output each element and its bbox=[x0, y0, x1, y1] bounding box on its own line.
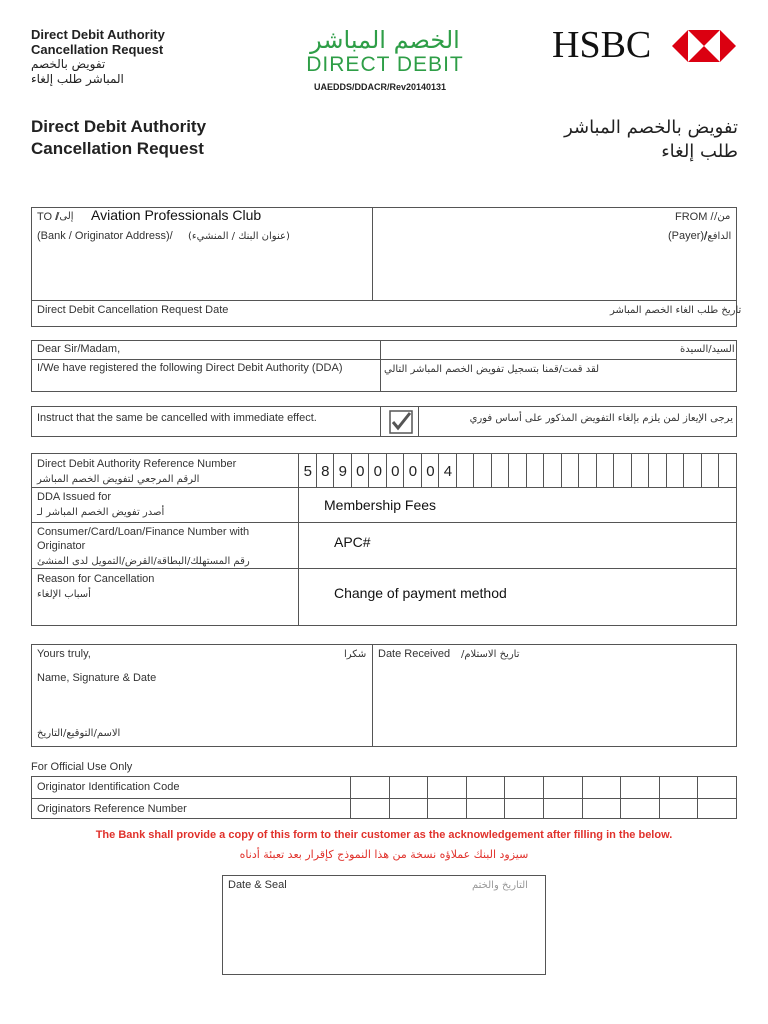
ref-digit: 0 bbox=[391, 463, 400, 480]
date-received-label-ar: تاريخ الاستلام/ bbox=[461, 649, 520, 660]
official-code-cell[interactable] bbox=[504, 777, 544, 818]
originator-ref-label: Originators Reference Number bbox=[37, 803, 187, 815]
header-title-en bbox=[31, 27, 165, 57]
ref-digit-cell[interactable] bbox=[351, 453, 370, 487]
ref-digit-cell[interactable] bbox=[491, 453, 510, 487]
bank-notice-ar: سيزود البنك عملاؤه نسخة من هذا النموذج كإقرار بعد تعبئة أدناه bbox=[239, 848, 529, 861]
registered-label-ar: لقد قمت/قمنا بتسجيل تفويض الخصم المباشر التالي bbox=[384, 364, 600, 375]
official-code-cell[interactable] bbox=[620, 777, 660, 818]
consumer-number-label-line2: Originator bbox=[37, 540, 86, 552]
official-use-heading: For Official Use Only bbox=[31, 761, 133, 773]
header-title-ar-line2: المباشر طلب إلغاء bbox=[31, 72, 124, 86]
ref-digit-cell[interactable] bbox=[316, 453, 335, 487]
official-code-cell[interactable] bbox=[350, 777, 390, 818]
header-title-en-line2: Cancellation Request bbox=[31, 42, 164, 57]
ref-digit: 0 bbox=[426, 463, 435, 480]
to-label: TO / bbox=[37, 211, 59, 223]
instruct-label-ar: يرجى الإيعاز لمن يلزم بإلغاء التفويض المذكور على أساس فوري bbox=[469, 413, 733, 424]
ref-digit-cell[interactable] bbox=[438, 453, 457, 487]
ref-digit: 4 bbox=[443, 463, 453, 480]
hsbc-hexagon-icon bbox=[672, 30, 736, 62]
ref-digit: 0 bbox=[356, 463, 365, 480]
reason-label: Reason for Cancellation bbox=[37, 573, 155, 585]
form-code: UAEDDS/DDACR/Rev20140131 bbox=[314, 82, 447, 92]
ref-digit-cell[interactable] bbox=[508, 453, 527, 487]
main-title-ar-line2: طلب إلغاء bbox=[661, 141, 738, 162]
header-title-ar-line1: تفويض بالخصم bbox=[31, 57, 106, 71]
to-label-ar: إلى/ bbox=[56, 211, 74, 222]
instruct-label: Instruct that the same be cancelled with immediate effect. bbox=[37, 412, 317, 424]
ref-number-boxes[interactable] bbox=[298, 453, 736, 487]
official-code-cell[interactable] bbox=[466, 777, 506, 818]
dear-label-ar: السيد/السيدة bbox=[680, 344, 735, 355]
ref-digit-cell[interactable] bbox=[613, 453, 632, 487]
ref-digit: 5 bbox=[303, 463, 312, 480]
from-label-ar: من/ bbox=[714, 211, 731, 222]
date-seal-label: Date & Seal bbox=[228, 879, 287, 891]
ref-number-label: Direct Debit Authority Reference Number bbox=[37, 458, 237, 470]
direct-debit-logo bbox=[300, 26, 470, 76]
signature-field[interactable] bbox=[33, 690, 370, 724]
checkmark-icon bbox=[389, 410, 413, 434]
ref-digit: 0 bbox=[408, 463, 418, 480]
issued-for-label: DDA Issued for bbox=[37, 491, 111, 503]
name-signature-label: Name, Signature & Date bbox=[37, 672, 157, 684]
ref-digit-cell[interactable] bbox=[456, 453, 475, 487]
ref-digit-cell[interactable] bbox=[386, 453, 405, 487]
date-seal-label-ar: التاريخ والختم bbox=[472, 880, 528, 891]
bank-address-field[interactable] bbox=[33, 245, 370, 297]
main-title-ar bbox=[470, 116, 738, 164]
dear-label: Dear Sir/Madam, bbox=[37, 343, 121, 355]
ref-digit-cell[interactable] bbox=[333, 453, 352, 487]
official-code-cell[interactable] bbox=[582, 777, 622, 818]
date-received-field[interactable] bbox=[374, 664, 734, 744]
payer-label-ar: الدافع/ bbox=[704, 231, 732, 242]
ref-digit-cell[interactable] bbox=[543, 453, 562, 487]
ref-digit-cell[interactable] bbox=[421, 453, 440, 487]
consumer-number-label-line1: Consumer/Card/Loan/Finance Number with bbox=[37, 526, 250, 538]
reason-value-field[interactable]: Change of payment method bbox=[334, 585, 507, 601]
to-value-field[interactable]: Aviation Professionals Club bbox=[91, 207, 262, 223]
official-code-cell[interactable] bbox=[389, 777, 429, 818]
main-title-ar-line1: تفويض بالخصم المباشر bbox=[564, 117, 738, 138]
ref-digit-cell[interactable] bbox=[561, 453, 580, 487]
ref-digit-cell[interactable] bbox=[596, 453, 615, 487]
consumer-number-value-field[interactable]: APC# bbox=[334, 534, 371, 550]
ref-digit-cell[interactable] bbox=[648, 453, 667, 487]
ref-digit: 8 bbox=[321, 463, 330, 480]
cancellation-date-label-ar: تاريخ طلب الغاء الخصم المباشر bbox=[610, 305, 742, 316]
yours-truly-label: Yours truly, bbox=[37, 648, 91, 660]
official-code-cell[interactable] bbox=[427, 777, 467, 818]
originator-id-label: Originator Identification Code bbox=[37, 781, 180, 793]
yours-truly-label-ar: شكرا bbox=[344, 649, 367, 660]
consumer-number-label-ar: رقم المستهلك/البطاقة/القرض/التمويل لدى المنشئ bbox=[37, 556, 250, 567]
date-received-label: Date Received bbox=[378, 648, 451, 660]
main-title-en-line1: Direct Debit Authority bbox=[31, 117, 207, 136]
ref-digit-cell[interactable] bbox=[368, 453, 387, 487]
official-code-cell[interactable] bbox=[659, 777, 699, 818]
ref-digit-cell[interactable] bbox=[666, 453, 685, 487]
hsbc-wordmark: HSBC bbox=[552, 24, 652, 66]
ref-digit: 9 bbox=[338, 463, 347, 480]
header-title-ar bbox=[31, 57, 151, 87]
ref-digit-cell[interactable] bbox=[403, 453, 422, 487]
issued-for-label-ar: أصدر تفويض الخصم المباشر لـ bbox=[37, 507, 165, 518]
ref-digit-cell[interactable] bbox=[526, 453, 545, 487]
ref-digit: 0 bbox=[373, 463, 382, 480]
bank-notice-en: The Bank shall provide a copy of this form to their customer as the acknowledgement after filling in the below. bbox=[95, 829, 673, 841]
ref-digit-cell[interactable] bbox=[718, 453, 737, 487]
ref-digit-cell[interactable] bbox=[701, 453, 720, 487]
bank-address-label-ar: (عنوان البنك / المنشيء) bbox=[188, 231, 290, 242]
direct-debit-logo-en: DIRECT DEBIT bbox=[306, 53, 464, 76]
name-signature-label-ar: الاسم/التوقيع/التاريخ bbox=[37, 728, 121, 739]
official-code-cell[interactable] bbox=[543, 777, 583, 818]
main-title-en bbox=[31, 116, 206, 160]
ref-digit-cell[interactable] bbox=[473, 453, 492, 487]
instruct-checkbox[interactable] bbox=[389, 410, 413, 434]
main-title-en-line2: Cancellation Request bbox=[31, 139, 204, 158]
official-code-cell[interactable] bbox=[697, 777, 737, 818]
reason-label-ar: أسباب الإلغاء bbox=[37, 589, 91, 600]
registered-label: I/We have registered the following Direct Debit Authority (DDA) bbox=[37, 362, 343, 374]
cancellation-date-label: Direct Debit Cancellation Request Date bbox=[37, 304, 229, 316]
bank-address-label: (Bank / Originator Address)/ bbox=[37, 230, 173, 242]
ref-digit-cell[interactable] bbox=[631, 453, 650, 487]
issued-for-value-field[interactable]: Membership Fees bbox=[324, 497, 437, 513]
direct-debit-logo-ar: الخصم المباشر bbox=[310, 26, 460, 54]
ref-digit-cell[interactable] bbox=[578, 453, 597, 487]
ref-digit-cell[interactable] bbox=[298, 453, 317, 487]
from-label: FROM / bbox=[675, 211, 714, 223]
payer-label: (Payer)/ bbox=[668, 230, 708, 242]
payer-field[interactable] bbox=[374, 245, 734, 297]
ref-number-label-ar: الرقم المرجعي لتفويض الخصم المباشر bbox=[37, 474, 200, 485]
header-title-en-line1: Direct Debit Authority bbox=[31, 27, 165, 42]
ref-digit-cell[interactable] bbox=[683, 453, 702, 487]
